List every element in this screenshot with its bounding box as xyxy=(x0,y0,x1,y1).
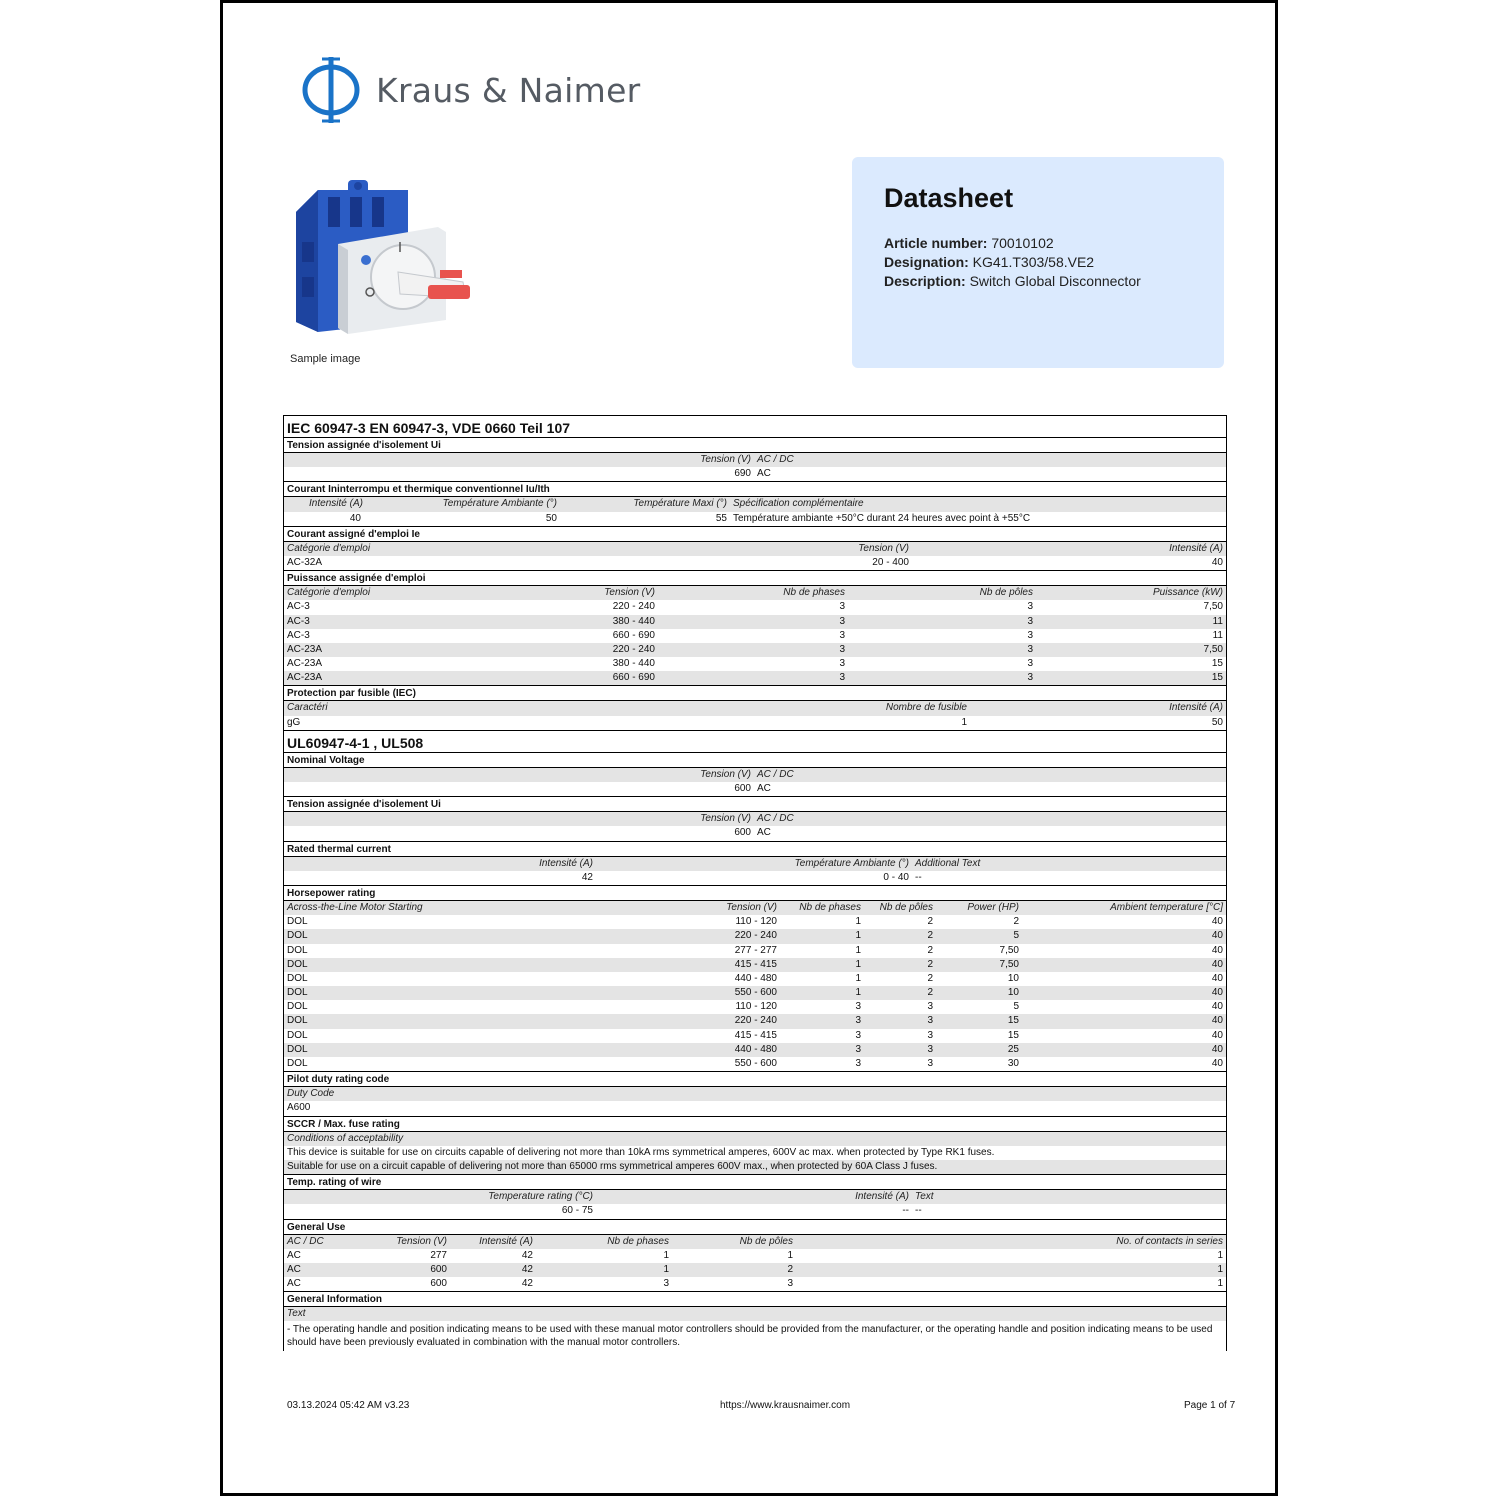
table-cell: 7,50 xyxy=(999,958,1019,970)
table-cell: 1 xyxy=(1217,1249,1223,1261)
table-cell: 110 - 120 xyxy=(735,1001,777,1013)
table-cell: 550 - 600 xyxy=(734,1058,777,1069)
table-cell: 2 xyxy=(927,958,933,970)
table-cell: 440 - 480 xyxy=(734,1043,777,1055)
table-row xyxy=(284,1249,1226,1263)
table-cell: 3 xyxy=(927,1001,933,1013)
table-cell: DOL xyxy=(287,1029,308,1041)
table-cell: AC-3 xyxy=(287,601,310,613)
table-cell: 3 xyxy=(839,601,845,613)
section-title: Puissance assignée d'emploi xyxy=(284,571,1226,586)
table-cell: 440 - 480 xyxy=(734,972,777,984)
table-cell: 2 xyxy=(927,972,933,984)
section-title: Nominal Voltage xyxy=(284,753,1226,768)
table-cell: 3 xyxy=(855,1058,861,1069)
table-row xyxy=(284,958,1226,972)
table-cell: 3 xyxy=(855,1029,861,1041)
table-row: 40 50 55 Température ambiante +50°C durant 24 heures avec point à +55°C xyxy=(284,512,1226,527)
table-row xyxy=(284,671,1226,686)
table-cell: 1 xyxy=(1217,1263,1223,1275)
table-row: A600 xyxy=(284,1101,1226,1116)
table-row xyxy=(284,915,1226,929)
table-row: 60 - 75 -- -- xyxy=(284,1204,1226,1219)
table-cell: AC xyxy=(287,1278,301,1290)
table-cell: 1 xyxy=(855,987,861,999)
table-cell: 3 xyxy=(855,1015,861,1027)
table-row xyxy=(284,986,1226,1000)
table-row: Suitable for use on a circuit capable of delivering not more than 65000 rms symmetrical amperes 600V max., when protected by 60A Class J fuses. xyxy=(284,1160,1226,1175)
section-title: General Information xyxy=(284,1292,1226,1307)
table-cell: 3 xyxy=(1027,629,1033,641)
table-cell: 42 xyxy=(521,1263,533,1275)
phi-logo-icon xyxy=(300,55,362,125)
table-cell: 10 xyxy=(1007,972,1019,984)
table-cell: 40 xyxy=(1211,1015,1223,1027)
brand-logo xyxy=(300,55,641,125)
table-cell: 550 - 600 xyxy=(734,987,777,999)
table-cell: 40 xyxy=(1211,958,1223,970)
table-row xyxy=(284,944,1226,958)
table-cell: 2 xyxy=(927,944,933,956)
table-header: Tension (V) AC / DC xyxy=(284,812,1226,826)
table-header: Intensité (A) Température Ambiante (°) Température Maxi (°) Spécification complémentaire xyxy=(284,497,1226,511)
table-cell: 7,50 xyxy=(1203,601,1223,613)
table-cell: 1 xyxy=(855,944,861,956)
section-title: Tension assignée d'isolement Ui xyxy=(284,797,1226,812)
table-cell: DOL xyxy=(287,987,308,999)
table-cell: 3 xyxy=(787,1278,793,1290)
table-cell: 2 xyxy=(927,987,933,999)
table-cell: 3 xyxy=(839,643,845,655)
table-cell: 1 xyxy=(1217,1278,1223,1290)
table-cell: 40 xyxy=(1211,916,1223,928)
table-cell: 3 xyxy=(1027,601,1033,613)
section-title: Temp. rating of wire xyxy=(284,1175,1226,1190)
table-header: AC / DC Tension (V) Intensité (A) Nb de phases Nb de pôles No. of contacts in series xyxy=(284,1235,1226,1249)
datasheet-title: Datasheet xyxy=(884,183,1014,213)
table-cell: 220 - 240 xyxy=(612,643,655,655)
table-header: Catégorie d'emploi Tension (V) Intensité (A) xyxy=(284,542,1226,556)
table-cell: 30 xyxy=(1007,1058,1019,1069)
table-header: Catégorie d'emploi Tension (V) Nb de phases Nb de pôles Puissance (kW) xyxy=(284,586,1226,600)
table-header: Text xyxy=(284,1307,1226,1321)
table-cell: 3 xyxy=(839,615,845,627)
table-row xyxy=(284,1029,1226,1043)
table-cell: 3 xyxy=(927,1015,933,1027)
ul-standard-title: UL60947-4-1 , UL508 xyxy=(284,731,1226,753)
table-cell: AC-23A xyxy=(287,643,323,655)
table-cell: 600 xyxy=(430,1263,447,1275)
table-cell: 40 xyxy=(1211,1058,1223,1069)
table-row xyxy=(284,657,1226,671)
table-cell: AC-3 xyxy=(287,615,310,627)
table-cell: DOL xyxy=(287,944,308,956)
section-title: General Use xyxy=(284,1220,1226,1235)
table-cell: 2 xyxy=(1013,916,1019,928)
table-cell: 380 - 440 xyxy=(612,658,655,670)
table-cell: 415 - 415 xyxy=(734,1029,777,1041)
table-cell: 2 xyxy=(927,916,933,928)
table-cell: 3 xyxy=(855,1043,861,1055)
table-cell: 40 xyxy=(1211,1043,1223,1055)
footer-timestamp: 03.13.2024 05:42 AM v3.23 xyxy=(287,1400,410,1411)
table-cell: 2 xyxy=(927,930,933,942)
table-cell: 15 xyxy=(1211,672,1223,684)
table-cell: 3 xyxy=(839,629,845,641)
table-cell: 42 xyxy=(521,1278,533,1290)
table-cell: 220 - 240 xyxy=(734,1015,777,1027)
table-row xyxy=(284,1277,1226,1292)
spec-tables xyxy=(283,415,1227,1351)
table-row: gG 1 50 xyxy=(284,716,1226,731)
general-info-text: - The operating handle and position indicating means to be used with these manual motor controllers should be provided from the manufacturer, or the operating handle and position indicating means to be used should have been previously evaluated in combination with the manual motor controllers. xyxy=(287,1324,1213,1349)
table-cell: 277 - 277 xyxy=(734,944,777,956)
table-cell: 3 xyxy=(855,1001,861,1013)
iec-standard-title: IEC 60947-3 EN 60947-3, VDE 0660 Teil 107 xyxy=(284,416,1226,438)
table-cell: DOL xyxy=(287,1058,308,1069)
table-row xyxy=(284,1014,1226,1028)
table-row: 690 AC xyxy=(284,467,1226,482)
table-cell: 3 xyxy=(1027,643,1033,655)
table-cell: 3 xyxy=(927,1043,933,1055)
table-cell: 220 - 240 xyxy=(734,930,777,942)
table-header: Conditions of acceptability xyxy=(284,1132,1226,1146)
table-cell: 40 xyxy=(1211,972,1223,984)
table-row: AC-32A 20 - 400 40 xyxy=(284,556,1226,571)
table-cell: 25 xyxy=(1007,1043,1019,1055)
table-header: Tension (V) AC / DC xyxy=(284,768,1226,782)
section-title: SCCR / Max. fuse rating xyxy=(284,1117,1226,1132)
table-cell: 42 xyxy=(521,1249,533,1261)
table-row xyxy=(284,600,1226,614)
section-title: Courant Ininterrompu et thermique conventionnel Iu/Ith xyxy=(284,482,1226,497)
table-cell: 40 xyxy=(1211,1001,1223,1013)
section-title: Horsepower rating xyxy=(284,886,1226,901)
table-cell: AC xyxy=(287,1249,301,1261)
product-image xyxy=(288,172,478,342)
table-cell: 3 xyxy=(839,658,845,670)
table-row: 42 0 - 40 -- xyxy=(284,871,1226,886)
section-title: Tension assignée d'isolement Ui xyxy=(284,438,1226,453)
table-cell: AC-23A xyxy=(287,672,323,684)
section-title: Protection par fusible (IEC) xyxy=(284,686,1226,701)
table-cell: 1 xyxy=(855,930,861,942)
section-title: Rated thermal current xyxy=(284,842,1226,857)
table-row: 600 AC xyxy=(284,782,1226,797)
table-cell: 3 xyxy=(1027,658,1033,670)
description: Description: Switch Global Disconnector xyxy=(884,273,1141,289)
table-cell: 15 xyxy=(1007,1029,1019,1041)
table-cell: 15 xyxy=(1211,658,1223,670)
footer-website-link[interactable]: https://www.krausnaimer.com xyxy=(720,1400,851,1411)
table-cell: 600 xyxy=(430,1278,447,1290)
table-header: Temperature rating (°C) Intensité (A) Text xyxy=(284,1190,1226,1204)
table-row xyxy=(284,1043,1226,1057)
table-cell: AC-3 xyxy=(287,629,310,641)
table-cell: 1 xyxy=(855,958,861,970)
table-cell: 15 xyxy=(1007,1015,1019,1027)
table-cell: 2 xyxy=(787,1263,793,1275)
table-cell: 415 - 415 xyxy=(734,958,777,970)
table-cell: 3 xyxy=(927,1058,933,1069)
article-number: Article number: 70010102 xyxy=(884,235,1054,251)
table-cell: 3 xyxy=(1027,672,1033,684)
brand-name: Kraus & Naimer xyxy=(376,70,641,110)
table-header: Intensité (A) Température Ambiante (°) Additional Text xyxy=(284,857,1226,871)
table-cell: 3 xyxy=(927,1029,933,1041)
table-cell: DOL xyxy=(287,958,308,970)
table-row xyxy=(284,629,1226,643)
table-cell: 660 - 690 xyxy=(612,672,655,684)
table-cell: DOL xyxy=(287,930,308,942)
table-cell: AC-23A xyxy=(287,658,323,670)
table-cell: 40 xyxy=(1211,987,1223,999)
designation: Designation: KG41.T303/58.VE2 xyxy=(884,254,1095,270)
table-cell: 380 - 440 xyxy=(612,615,655,627)
table-cell: 3 xyxy=(663,1278,669,1290)
table-row xyxy=(284,972,1226,986)
section-title: Pilot duty rating code xyxy=(284,1072,1226,1087)
table-cell: 110 - 120 xyxy=(735,916,777,928)
table-cell: 1 xyxy=(787,1249,793,1261)
table-cell: DOL xyxy=(287,1015,308,1027)
table-row xyxy=(284,1000,1226,1014)
table-row xyxy=(284,929,1226,943)
table-row xyxy=(284,1263,1226,1277)
table-cell: 11 xyxy=(1212,629,1223,641)
table-cell: 7,50 xyxy=(999,944,1019,956)
table-row xyxy=(284,643,1226,657)
table-cell: 220 - 240 xyxy=(612,601,655,613)
table-cell: 10 xyxy=(1007,987,1019,999)
table-cell: 40 xyxy=(1211,1029,1223,1041)
table-cell: 277 xyxy=(430,1249,447,1261)
table-cell: AC xyxy=(287,1263,301,1275)
table-cell: DOL xyxy=(287,1043,308,1055)
table-cell: 1 xyxy=(855,972,861,984)
table-header: Caractéri Nombre de fusible Intensité (A) xyxy=(284,701,1226,715)
table-cell: 5 xyxy=(1013,1001,1019,1013)
table-cell: 11 xyxy=(1212,615,1223,627)
table-header: Tension (V) AC / DC xyxy=(284,453,1226,467)
table-cell: 660 - 690 xyxy=(612,629,655,641)
table-cell: 5 xyxy=(1013,930,1019,942)
table-header: Across-the-Line Motor Starting Tension (V) Nb de phases Nb de pôles Power (HP) Ambient temperature [°C] xyxy=(284,901,1226,915)
table-cell: 3 xyxy=(839,672,845,684)
table-cell: 40 xyxy=(1211,944,1223,956)
footer-page-number: Page 1 of 7 xyxy=(1184,1400,1236,1411)
table-cell: 7,50 xyxy=(1203,643,1223,655)
table-cell: DOL xyxy=(287,972,308,984)
table-cell: DOL xyxy=(287,916,308,928)
table-header: Duty Code xyxy=(284,1087,1226,1101)
table-cell: 40 xyxy=(1211,930,1223,942)
table-cell: 1 xyxy=(855,916,861,928)
table-cell: 1 xyxy=(663,1263,669,1275)
table-cell: 3 xyxy=(1027,615,1033,627)
table-cell: DOL xyxy=(287,1001,308,1013)
table-row xyxy=(284,615,1226,629)
table-cell: 1 xyxy=(663,1249,669,1261)
sample-image-caption: Sample image xyxy=(290,353,361,365)
table-row xyxy=(284,1057,1226,1072)
section-title: Courant assigné d'emploi Ie xyxy=(284,527,1226,542)
table-row: 600 AC xyxy=(284,826,1226,841)
table-row: This device is suitable for use on circuits capable of delivering not more than 10kA rms symmetrical amperes, 600V ac max. when protected by Type RK1 fuses. xyxy=(287,1146,995,1158)
datasheet-info-box xyxy=(852,157,1224,368)
